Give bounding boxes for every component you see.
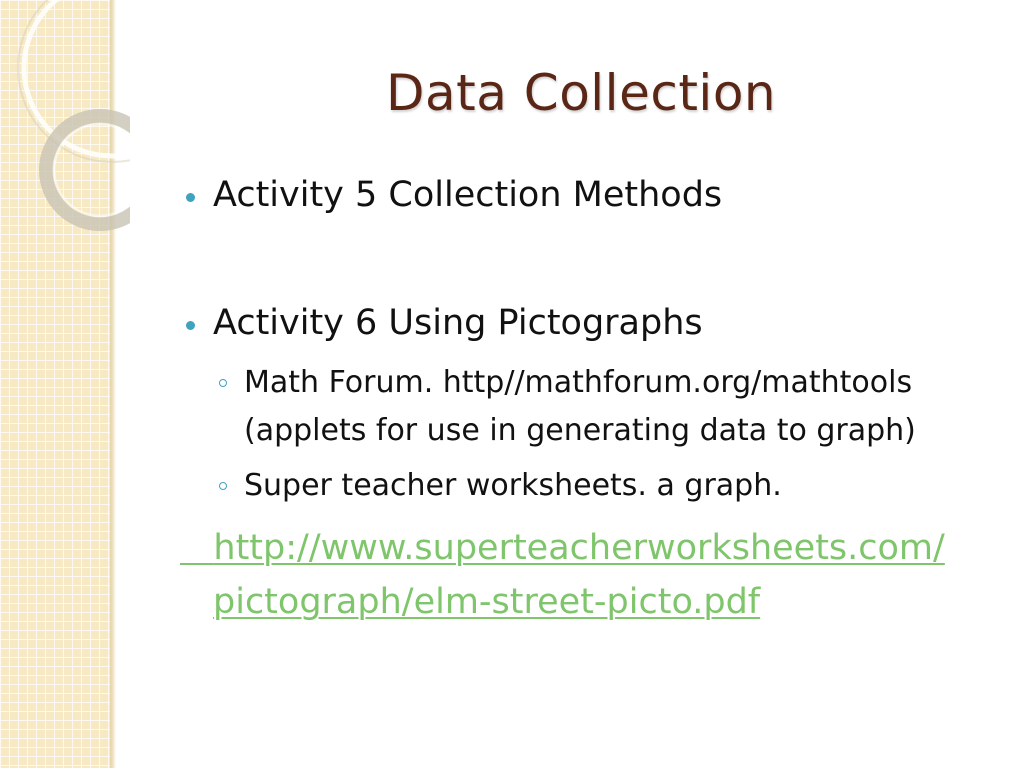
bullet-dot-icon — [186, 193, 195, 202]
slide-title: Data Collection — [386, 64, 777, 122]
sub-bullet-super-teacher: Super teacher worksheets. a graph. — [244, 468, 782, 503]
bullet-activity-6: Activity 6 Using Pictographs — [213, 303, 703, 343]
decorative-rings-icon — [0, 0, 130, 260]
superteacher-link-text-1[interactable]: http://www.superteacherworksheets.com/ — [213, 528, 945, 568]
sub-bullet-ring-icon — [219, 379, 227, 387]
bullet-activity-5: Activity 5 Collection Methods — [213, 175, 723, 215]
sub-bullet-math-forum-line2: (applets for use in generating data to graph) — [244, 413, 916, 448]
bullet-dot-icon — [186, 321, 195, 330]
sub-bullet-math-forum-line1: Math Forum. http//mathforum.org/mathtools — [244, 365, 913, 400]
superteacher-link-line2[interactable]: pictograph/elm-street-picto.pdf — [213, 582, 761, 622]
sub-bullet-ring-icon — [219, 482, 227, 490]
superteacher-link-line1[interactable] — [180, 528, 945, 568]
